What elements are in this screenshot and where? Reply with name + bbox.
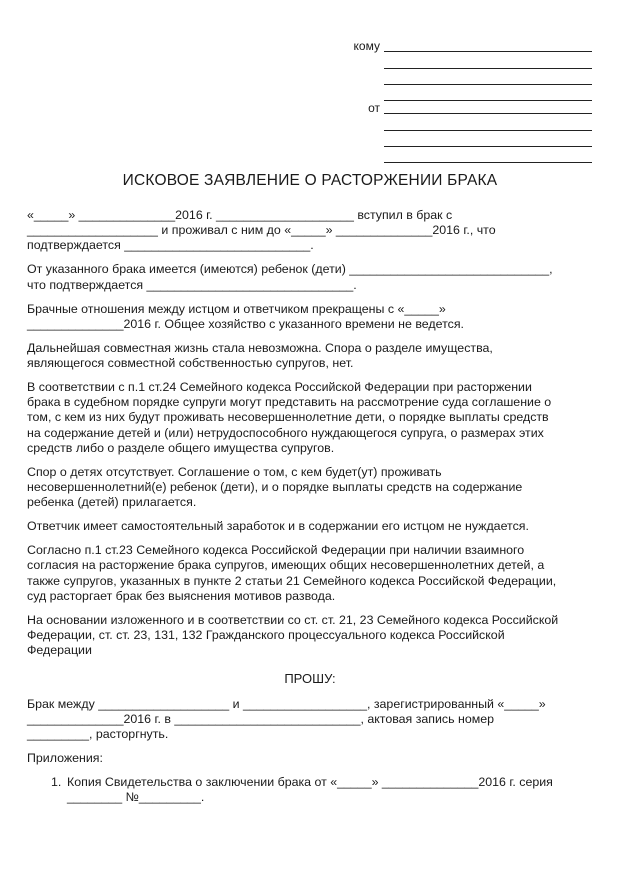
- text-line: _________, расторгнуть.: [27, 727, 169, 742]
- text-line: Дальнейшая совместная жизнь стала невозможна. Спора о разделе имущества,: [27, 340, 493, 355]
- text-line: От указанного брака имеется (имеются) ребенок (дети) _____________________________,: [27, 262, 553, 277]
- request-paragraph: [27, 697, 593, 743]
- text-line: средств либо о разделе общего имущества супругов.: [27, 440, 335, 455]
- paragraph: [27, 543, 593, 604]
- text-line: Копия Свидетельства о заключении брака от «_____» ______________2016 г. серия: [67, 775, 553, 790]
- attachment-item: [27, 775, 593, 805]
- text-line: том, с кем из них будут проживать несовершеннолетние дети, о порядке выплаты средств: [27, 410, 549, 425]
- paragraph: [27, 465, 593, 511]
- document-title: ИСКОВОЕ ЗАЯВЛЕНИЕ О РАСТОРЖЕНИИ БРАКА: [122, 172, 498, 189]
- paragraph: [27, 208, 593, 254]
- paragraph: [27, 380, 593, 456]
- text-line: Брак между ___________________ и __________________, зарегистрированный «_____»: [27, 696, 546, 711]
- text-line: Брачные отношения между истцом и ответчиком прекращены с «_____»: [27, 301, 446, 316]
- text-line: Федерации, ст. ст. 23, 131, 132 Гражданского процессуального кодекса Российской: [27, 628, 505, 643]
- text-line: согласия на расторжение брака супругов, имеющих общих несовершеннолетних детей, а: [27, 558, 545, 573]
- text-line: Ответчик имеет самостоятельный заработок и в содержании его истцом не нуждается.: [27, 519, 529, 534]
- text-line: подтверждается ___________________________.: [27, 238, 314, 253]
- paragraph: [27, 519, 593, 534]
- from-line-4: [384, 162, 592, 163]
- text-line: ___________________ и проживал с ним до «_____» ______________2016 г., что: [27, 223, 496, 238]
- text-line: брака в судебном порядке супруги могут представить на рассмотрение суда соглашение о: [27, 395, 552, 410]
- sender-row: [0, 118, 620, 132]
- text-line: также супругов, указанных в пункте 2 статьи 21 Семейного кодекса Российской Федерации,: [27, 573, 557, 588]
- to-label: кому: [353, 39, 380, 53]
- paragraph: [27, 613, 593, 659]
- from-label: от: [368, 101, 380, 115]
- text-line: ______________2016 г. Общее хозяйство с указанного времени не ведется.: [27, 316, 464, 331]
- text-line: ребенка (детей) прилагается.: [27, 495, 197, 510]
- text-line: Согласно п.1 ст.23 Семейного кодекса Российской Федерации при наличии взаимного: [27, 543, 525, 558]
- to-line-3: [384, 84, 592, 85]
- paragraph: [27, 302, 593, 332]
- from-line-2: [384, 130, 592, 131]
- attachment-number: 1.: [51, 775, 62, 790]
- text-line: что подтверждается ______________________________.: [27, 277, 357, 292]
- request-heading: ПРОШУ:: [284, 671, 336, 687]
- to-line-2: [384, 68, 592, 69]
- text-line: Спор о детях отсутствует. Соглашение о том, с кем будет(ут) проживать: [27, 464, 442, 479]
- text-line: несовершеннолетний(е) ребенок (дети), и о порядке выплаты средств на содержание: [27, 480, 523, 495]
- paragraph: [27, 341, 593, 371]
- text-line: суд расторгает брак без выяснения мотивов развода.: [27, 588, 336, 603]
- sender-row: [0, 134, 620, 148]
- attachments-label: [27, 751, 593, 766]
- paragraph: [27, 262, 593, 292]
- paragraphs: [27, 208, 593, 658]
- attachments-label-text: Приложения:: [27, 751, 103, 766]
- sender-row: [0, 101, 620, 115]
- addressee-row: [0, 39, 620, 53]
- text-line: Федерации: [27, 643, 92, 658]
- text-line: В соответствии с п.1 ст.24 Семейного кодекса Российской Федерации при расторжении: [27, 380, 532, 395]
- text-line: являющегося совместной собственностью супругов, нет.: [27, 356, 354, 371]
- text-line: на содержание детей и (или) нетрудоспособного нуждающегося супруга, о размерах этих: [27, 425, 544, 440]
- from-line-1: [384, 113, 592, 114]
- text-line: «_____» ______________2016 г. ____________________ вступил в брак с: [27, 208, 453, 222]
- addressee-row: [0, 72, 620, 86]
- addressee-row: [0, 56, 620, 70]
- text-line: ________ №_________.: [67, 790, 205, 805]
- text-line: На основании изложенного и в соответствии со ст. ст. 21, 23 Семейного кодекса Российской: [27, 612, 559, 627]
- document-body: [27, 208, 593, 814]
- from-line-3: [384, 146, 592, 147]
- sender-row: [0, 150, 620, 164]
- text-line: ______________2016 г. в ___________________________, актовая запись номер: [27, 711, 495, 726]
- to-line-1: [384, 51, 592, 52]
- addressee-row: [0, 88, 620, 102]
